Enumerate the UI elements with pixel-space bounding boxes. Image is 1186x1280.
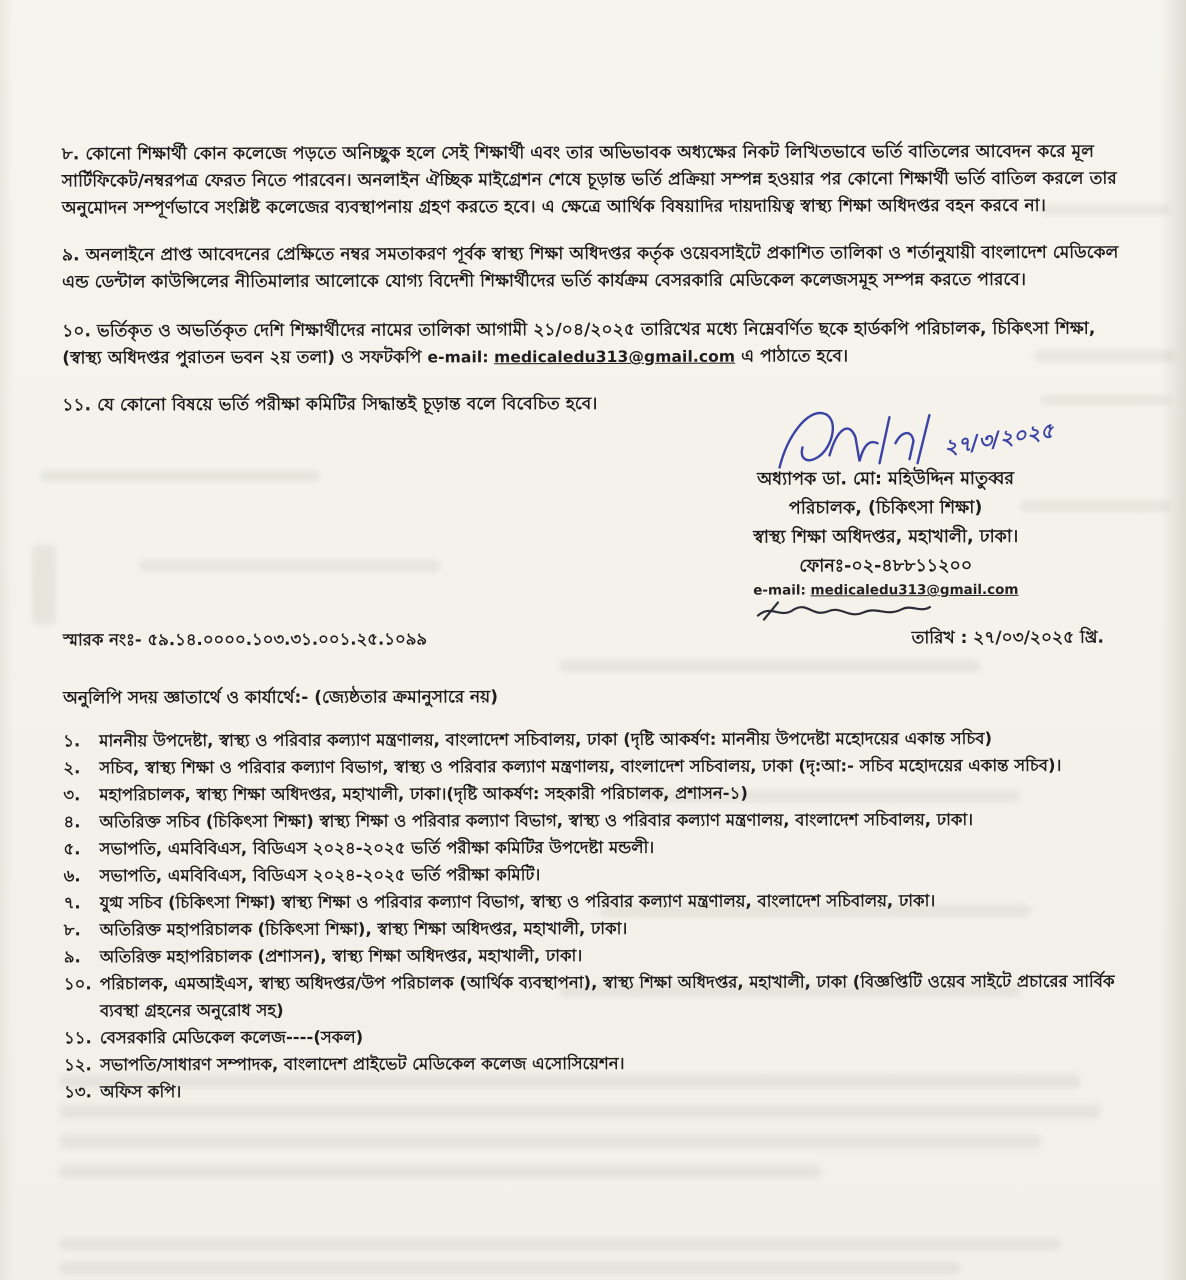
distribution-item: [64, 968, 1141, 1025]
item-text: বেসরকারি মেডিকেল কলেজ----(সকল): [100, 1027, 364, 1048]
distribution-item: [63, 779, 1140, 809]
signatory-office: স্বাস্থ্য শিক্ষা অধিদপ্তর, মহাখালী, ঢাকা।: [753, 526, 1019, 548]
handwritten-initial: [754, 599, 934, 623]
handwritten-date: ২৭/৩/২০২৫: [942, 418, 1056, 460]
item-number: ৬.: [63, 866, 81, 886]
distribution-item: [63, 806, 1140, 836]
item-number: ১০.: [63, 974, 92, 994]
item-number: ২.: [63, 758, 81, 778]
item-number: ৩.: [63, 785, 81, 805]
signatory-phone: ফোনঃ-০২-৪৮৮১১২০০: [799, 556, 973, 577]
email-label: e-mail:: [427, 348, 495, 367]
distribution-item: [64, 887, 1141, 917]
email-link: medicaledu313@gmail.com: [810, 581, 1019, 599]
memo-date: তারিখ : ২৭/০৩/২০২৫ খ্রি.: [911, 627, 1105, 649]
item-number: ১১.: [64, 1028, 92, 1048]
distribution-item: [64, 1022, 1141, 1052]
paragraph-10-number: ১০.: [62, 321, 92, 342]
memo-number-value: ৫৯.১৪.০০০০.১০৩.৩১.০০১.২৫.১০৯৯: [147, 629, 428, 650]
item-text: অফিস কপি।: [100, 1082, 182, 1102]
distribution-item: [64, 941, 1141, 971]
item-number: ১৩.: [64, 1082, 92, 1102]
distribution-item: [64, 914, 1141, 944]
distribution-item: [64, 833, 1141, 863]
paragraph-9-text: অনলাইনে প্রাপ্ত আবেদনের প্রেক্ষিতে নম্বর সমতাকরণ পূর্বক স্বাস্থ্য শিক্ষা অধিদপ্তর কর্তৃক ওয়েবসাইটে প্রকাশিত তালিকা ও শর্তানুযায়ী বাংলাদেশ মেডিকেল এন্ড ডেন্টাল কাউন্সিলের নীতিমালার আলোকে যোগ্য বিদেশী শিক্ষার্থীদের ভর্তি কার্যক্রম বেসরকারি মেডিকেল কলেজসমূহ সম্পন্ন করতে পারবে।: [62, 242, 1119, 293]
signatory-name: অধ্যাপক ডা. মো: মহিউদ্দিন মাতুব্বর: [757, 468, 1015, 490]
paragraph-11-number: ১১.: [62, 395, 92, 416]
distribution-list: [63, 725, 1141, 1106]
signatory-designation: পরিচালক, (চিকিৎসা শিক্ষা): [788, 497, 983, 519]
distribution-item: [64, 860, 1141, 890]
item-number: ১.: [63, 731, 81, 751]
memo-number: [63, 626, 427, 654]
paragraph-10-text-after: এ পাঠাতে হবে।: [735, 346, 849, 367]
memo-number-label: স্মারক নংঃ-: [62, 630, 148, 650]
item-number: ৪.: [63, 812, 81, 832]
signature-block: [696, 418, 1076, 624]
item-text: অতিরিক্ত মহাপরিচালক (চিকিৎসা শিক্ষা), স্বাস্থ্য শিক্ষা অধিদপ্তর, মহাখালী, ঢাকা।: [99, 918, 628, 940]
item-text: সচিব, স্বাস্থ্য শিক্ষা ও পরিবার কল্যাণ বিভাগ, স্বাস্থ্য ও পরিবার কল্যাণ মন্ত্রণালয়, বাংলাদেশ সচিবালয়, ঢাকা (দৃ:আ:- সচিব মহোদয়ের একান্ত সচিব)।: [99, 755, 1062, 778]
paragraph-9-number: ৯.: [61, 245, 80, 266]
paragraph-8-number: ৮.: [61, 144, 80, 165]
paragraph-10: [62, 316, 1139, 373]
paragraph-8-text: কোনো শিক্ষার্থী কোন কলেজে পড়তে অনিচ্ছুক হলে সেই শিক্ষার্থী এবং তার অভিভাবক অধ্যক্ষের নিকট লিখিতভাবে ভর্তি বাতিলের আবেদন করে মূল সার্টিফিকেট/নম্বরপত্র ফেরত নিতে পারবেন। অনলাইন ঐচ্ছিক মাইগ্রেশন শেষে চূড়ান্ত ভর্তি প্রক্রিয়া সম্পন্ন হওয়ার পর কোনো শিক্ষার্থী ভর্তি বাতিল করলে তার অনুমোদন সম্পূর্ণভাবে সংশ্লিষ্ট কলেজের ব্যবস্থাপনায় গ্রহণ করতে হবে। এ ক্ষেত্রে আর্থিক বিষয়াদির দায়দায়িত্ব স্বাস্থ্য শিক্ষা অধিদপ্তর বহন করবে না।: [61, 141, 1117, 219]
distribution-item: [63, 725, 1140, 755]
distribution-heading: অনুলিপি সদয় জ্ঞাতার্থে ও কার্যার্থে:- (জ্যেষ্ঠতার ক্রমানুসারে নয়): [63, 687, 498, 709]
item-text: সভাপতি, এমবিবিএস, বিডিএস ২০২৪-২০২৫ ভর্তি পরীক্ষা কমিটির উপদেষ্টা মন্ডলী।: [99, 837, 655, 859]
item-number: ১২.: [64, 1055, 92, 1075]
item-number: ৭.: [63, 893, 81, 913]
item-text: যুগ্ম সচিব (চিকিৎসা শিক্ষা) স্বাস্থ্য শিক্ষা ও পরিবার কল্যাণ বিভাগ, স্বাস্থ্য ও পরিবার কল্যাণ মন্ত্রণালয়, বাংলাদেশ সচিবালয়, ঢাকা।: [99, 891, 936, 913]
memo-reference-row: [63, 625, 1140, 656]
item-number: ৮.: [63, 920, 81, 940]
distribution-item: [64, 1076, 1141, 1106]
item-text: মহাপরিচালক, স্বাস্থ্য শিক্ষা অধিদপ্তর, মহাখালী, ঢাকা।(দৃষ্টি আকর্ষণ: সহকারী পরিচালক, প্রশাসন-১): [99, 783, 748, 805]
signatory-email-line: [696, 581, 1076, 600]
email-label: e-mail:: [753, 582, 811, 599]
distribution-item: [64, 1049, 1141, 1079]
item-text: সভাপতি, এমবিবিএস, বিডিএস ২০২৪-২০২৫ ভর্তি পরীক্ষা কমিটি।: [99, 865, 541, 886]
item-text: পরিচালক, এমআইএস, স্বাস্থ্য অধিদপ্তর/উপ পরিচালক (আর্থিক ব্যবস্থাপনা), স্বাস্থ্য শিক্ষা অধিদপ্তর, মহাখালী, ঢাকা (বিজ্ঞপ্তিটি ওয়েব সাইটে প্রচারের সার্বিক ব্যবস্থা গ্রহনের অনুরোধ সহ): [99, 971, 1115, 1021]
distribution-item: [63, 752, 1140, 782]
item-number: ৫.: [63, 839, 81, 859]
paragraph-8: [62, 139, 1139, 223]
paragraph-11-text: যে কোনো বিষয়ে ভর্তি পরীক্ষা কমিটির সিদ্ধান্তই চূড়ান্ত বলে বিবেচিত হবে।: [97, 393, 598, 416]
item-text: অতিরিক্ত সচিব (চিকিৎসা শিক্ষা) স্বাস্থ্য শিক্ষা ও পরিবার কল্যাণ বিভাগ, স্বাস্থ্য ও পরিবার কল্যাণ মন্ত্রণালয়, বাংলাদেশ সচিবালয়, ঢাকা।: [99, 810, 974, 832]
paragraph-9: [62, 240, 1139, 297]
item-text: অতিরিক্ত মহাপরিচালক (প্রশাসন), স্বাস্থ্য শিক্ষা অধিদপ্তর, মহাখালী, ঢাকা।: [99, 946, 583, 967]
item-number: ৯.: [63, 947, 81, 967]
item-text: সভাপতি/সাধারণ সম্পাদক, বাংলাদেশ প্রাইভেট মেডিকেল কলেজ এসোসিয়েশন।: [100, 1053, 625, 1075]
paragraph-10-text: ভর্তিকৃত ও অভর্তিকৃত দেশি শিক্ষার্থীদের নামের তালিকা আগামী ২১/০৪/২০২৫ তারিখের মধ্যে নিম্নেবর্ণিত ছকে হার্ডকপি পরিচালক, চিকিৎসা শিক্ষা, (স্বাস্থ্য অধিদপ্তর পুরাতন ভবন ২য় তলা) ও সফটকপি: [62, 318, 1096, 369]
item-text: মাননীয় উপদেষ্টা, স্বাস্থ্য ও পরিবার কল্যাণ মন্ত্রণালয়, বাংলাদেশ সচিবালয়, ঢাকা (দৃষ্টি আকর্ষণ: মাননীয় উপদেষ্টা মহোদয়ের একান্ত সচিব): [99, 728, 993, 751]
email-link: medicaledu313@gmail.com: [494, 347, 736, 367]
